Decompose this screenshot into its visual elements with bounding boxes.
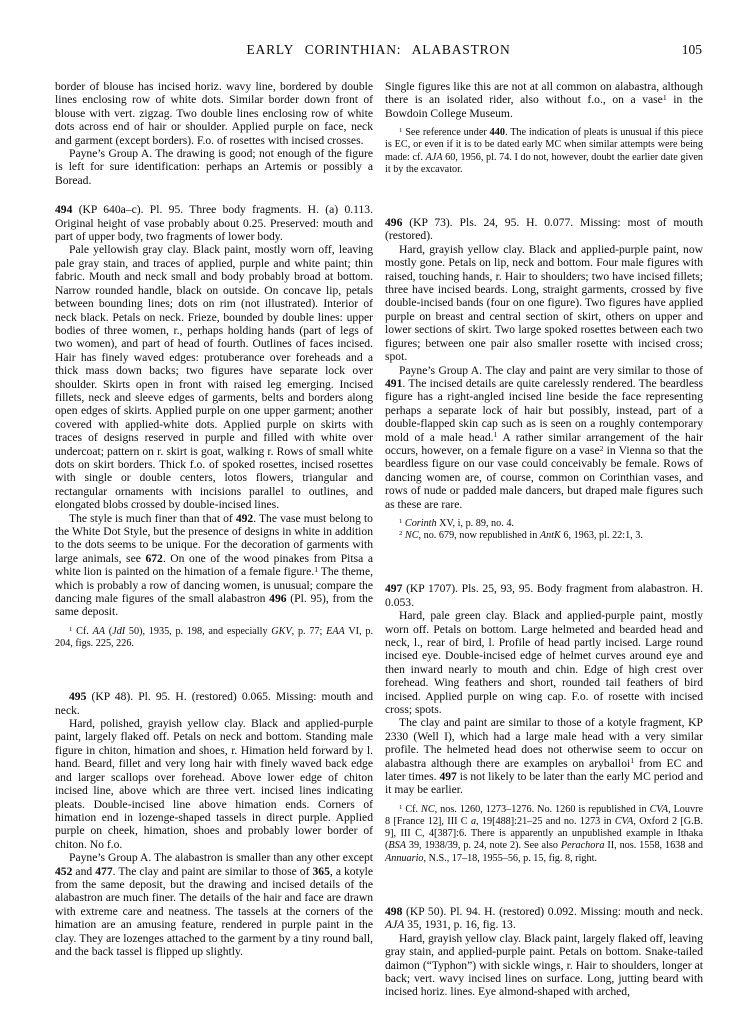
entry-495: 495 (KP 48). Pl. 95. H. (restored) 0.065. Missing: mouth and neck. [55, 690, 373, 717]
catalog-number: 365 [312, 864, 330, 878]
footnote-marker: 1 [399, 517, 403, 525]
emphasis: EAA [326, 625, 345, 637]
catalog-number: 492 [235, 511, 254, 525]
emphasis: a [470, 816, 477, 828]
catalog-number: 496 [269, 592, 287, 606]
entry-496: 496 (KP 73). Pls. 24, 95. H. 0.077. Missing: most of mouth (restored). [385, 216, 703, 243]
footnote-marker: 1 [630, 756, 635, 766]
catalog-number: 672 [145, 551, 163, 565]
footnote-marker: 1 [69, 625, 73, 633]
catalog-number: 496 [385, 216, 403, 230]
entry-497: 497 (KP 1707). Pls. 25, 93, 95. Body fragment from alabastron. H. 0.053. [385, 582, 703, 609]
entry-494-description: Pale yellowish gray clay. Black paint, mostly worn off, leaving pale gray stain, and traces of applied, purple and white paint; thin fabric. Mouth and neck small and body probably broad at bottom. Narrow rounded handle, black on outside. On concave lip, petals between bounding lines; dots on rim (not illustrated). Interior of neck black. Petals on neck. Frieze, bounded by double lines: upper bodies of three women, r., perhaps holding hands (part of legs of two women), and part of head of fourth. Outlines of faces incised. Hair has finely waved edges: protuberance over foreheads and a thick mass down backs; two figures have separate lock over shoulder. Skirts open in front with raised leg emerging. Incised fillets, neck and sleeve edges of garments, belts and borders along open edges of skirts. Applied purple on one upper garment; another covered with applied-white dots. Applied purple on skirts with traces of designs reserved in purple and filled with white over undercoat; pattern on r. skirt is goat, walking r. Rows of small white dots on skirt borders. Thick f.o. of spoked rosettes, incised rosettes with single or double centers, lotos flowers, triangular and rectangular ornaments with incisions parallel to outlines, and elongated blobs crossed by double-incised lines. [55, 243, 373, 512]
catalog-number: 440 [489, 127, 505, 139]
emphasis: NC [404, 530, 419, 542]
emphasis: Perachora [560, 840, 605, 852]
footnote-494-1: $^1$ Cf. AA (JdI 50), 1935, p. 198, and especially GKV, p. 77; EAA VI, p. 204, figs. 225, 226. [55, 625, 373, 650]
entry-497-commentary: The clay and paint are similar to those of a kotyle fragment, KP 2330 (Well I), which had a large male head with a very similar profile. The helmeted head does not otherwise seem to occur on alabastra although there are examples on aryballoi$^1$ from EC and later times. 497 is not likely to be later than the early MC period and it may be earlier. [385, 716, 703, 797]
left-column [55, 80, 373, 958]
emphasis: CVA [649, 803, 669, 815]
running-head: EARLY CORINTHIAN: ALABASTRON [246, 42, 511, 57]
footnote-marker: 1 [314, 564, 319, 574]
entry-497-description: Hard, pale green clay. Black and applied-purple paint, mostly worn off. Petals on bottom. Large helmeted and bearded head and neck, l., rear of bird, l. Profile of head partly incised. Large round incised eye. Double-incised edge of helmet curves around eye and then inward nearly to mouth and chin. Edge of high crest over forehead. Wing feathers and short, rounded tail feathers of bird incised. Applied purple on wing cap. F.o. of rosette with incised cross; spots. [385, 609, 703, 717]
footnote-496-1: $^1$ Corinth XV, i, p. 89, no. 4. [399, 517, 514, 529]
emphasis: GKV [271, 625, 292, 637]
footnote-marker: 1 [399, 803, 403, 811]
right-column [385, 80, 703, 999]
footnote-marker: 1 [493, 430, 498, 440]
footnote-496-2: $^2$ NC, no. 679, now republished in AntK 6, 1963, pl. 22:1, 3. [399, 530, 643, 542]
continuation-paragraph: Single figures like this are not at all common on alabastra, although there is an isolated rider, also without f.o., on a vase$^1$ in the Bowdoin College Museum. [385, 80, 703, 120]
catalog-number: 498 [385, 904, 403, 918]
emphasis: AJA [425, 151, 443, 163]
footnote-497-1: $^1$ Cf. NC, nos. 1260, 1273–1276. No. 1260 is republished in CVA, Louvre 8 [France 12], III C a, 19[488]:21–25 and no. 1273 in CVA, Oxford 2 [G.B. 9], III C, 4[387]:6. There is apparently an unpublished example in Ithaka (BSA 39, 1938/39, p. 24, note 2). See also Perachora II, nos. 1558, 1638 and Annuario, N.S., 17–18, 1955–56, p. 15, fig. 8, right. [385, 803, 704, 864]
emphasis: AntK [539, 530, 561, 542]
entry-494-commentary: The style is much finer than that of 492. The vase must belong to the White Dot Style, but the presence of designs in white in addition to the dots seems to be unique. For the decoration of garments with large animals, see 672. On one of the wood pinakes from Pitsa a white lion is painted on the himation of a female figure.$^1$ The theme, which is probably a row of dancing women, is unusual; compare the dancing male figures of the small alabastron 496 (Pl. 95), from the same deposit. [55, 511, 373, 619]
emphasis: AJA [385, 918, 405, 932]
footnote-marker: 2 [399, 530, 403, 538]
footnote-marker: 1 [399, 127, 403, 135]
entry-495-commentary: Payne’s Group A. The alabastron is smaller than any other except 452 and 477. The clay and paint are similar to those of 365, a kotyle from the same deposit, but the drawing and incised details of the alabastron are much finer. The details of the hair and face are drawn with extreme care and neatness. The tassels at the corners of the himation are an amusing feature, rendered in purple paint in the clay. They are lozenges attached to the garment by a tiny round ball, and the back tassel is flipped up slightly. [55, 851, 373, 958]
continuation-paragraph: border of blouse has incised horiz. wavy line, bordered by double lines enclosing row of white dots. Similar border down front of blouse with vert. zigzag. Two double lines enclosing row of white dots across end of hair or shoulder. Applied purple on face, neck and garment (except borders). F.o. of rosettes with incised crosses. [55, 80, 373, 147]
page-header [55, 42, 702, 62]
entry-496-commentary: Payne’s Group A. The clay and paint are very similar to those of 491. The incised details are quite carelessly rendered. The beardless figure has a right-angled incised line beside the face representing perhaps a separate lock of hair but possibly, instead, part of a double-flapped skin cap such as is seen on a roughly contemporary mold of a male head.$^1$ A rather similar arrangement of the hair occurs, however, on a female figure on a vase$^2$ in Vienna so that the beardless figure on our vase could conceivably be female. Rows of dancing women are, of course, common on Corinthian vases, and rows of nude or padded male dancers, but draped male figures such as these are rare. [385, 363, 703, 511]
continuation-commentary: Payne’s Group A. The drawing is good; not enough of the figure is left for sure identification: perhaps an Artemis or possibly a Boread. [55, 147, 373, 187]
catalog-number: 494 [55, 203, 73, 217]
catalog-number: 495 [69, 690, 87, 704]
footnote-marker: 1 [662, 92, 667, 102]
page-number: 105 [681, 42, 702, 57]
entry-498: 498 (KP 50). Pl. 94. H. (restored) 0.092. Missing: mouth and neck. AJA 35, 1931, p. 16, fig. 13. [385, 904, 703, 932]
entry-495-description: Hard, polished, grayish yellow clay. Black and applied-purple paint, largely flaked off. Petals on neck and bottom. Standing male figure in chiton, himation and shoes, r. Himation held forward by l. hand. Beard, fillet and very long hair with finely waved back edge and larger scallops over forehead. Above lower edge of chiton incised line, above which are three vert. incised lines indicating pleats. Double-incised line above himation ends. Corners of himation end in lozenge-shaped tassels in direct purple. Applied purple on cheek, himation, shoes and probably lower border of chiton. No f.o. [55, 717, 373, 851]
footnote-1: $^1$ See reference under 440. The indication of pleats is unusual if this piece is EC, or even if it is to be dated early MC when similar attempts were being made: cf. AJA 60, 1956, pl. 74. I do not, however, doubt the earlier date given it by the excavator. [385, 127, 703, 175]
emphasis: AA [92, 625, 106, 637]
emphasis: Annuario [385, 852, 424, 864]
footnote-marker: 2 [599, 443, 604, 453]
catalog-number: 477 [95, 864, 113, 878]
catalog-number: 452 [55, 864, 73, 878]
catalog-number: 491 [385, 376, 403, 390]
emphasis: NC [421, 803, 435, 815]
entry-494: 494 (KP 640a–c). Pl. 95. Three body fragments. H. (a) 0.113. Original height of vase probably about 0.25. Preserved: mouth and part of upper body, two fragments of lower body. [55, 203, 373, 244]
emphasis: JdI [112, 625, 126, 637]
emphasis: BSA [388, 840, 406, 852]
entry-496-description: Hard, grayish yellow clay. Black and applied-purple paint, now mostly gone. Petals on lip, neck and bottom. Four male figures with raised, touching hands, r. Hair to shoulders; two have incised fillets; three have incised beards. Long, straight garments, crossed by five double-incised bands (four on one figure). Two figures have applied purple on breast and central section of skirt, others on upper and lower sections of skirt. Two large spoked rosettes between each two figures; between one pair also smaller rosette with incised cross; spot. [385, 242, 703, 364]
catalog-number: 497 [385, 582, 403, 596]
catalog-number: 497 [439, 770, 457, 784]
emphasis: CVA [614, 816, 634, 828]
entry-498-description: Hard, grayish yellow clay. Black paint, largely flaked off, leaving gray stain, and applied-purple paint. Petals on bottom. Snake-tailed daimon (“Typhon”) with sickle wings, r. Hair to shoulders, longer at back; vert. wavy incised lines on surface. Long, jutting beard with incised horiz. lines. Eye almond-shaped with arched, [385, 931, 703, 999]
emphasis: Corinth [404, 517, 437, 529]
